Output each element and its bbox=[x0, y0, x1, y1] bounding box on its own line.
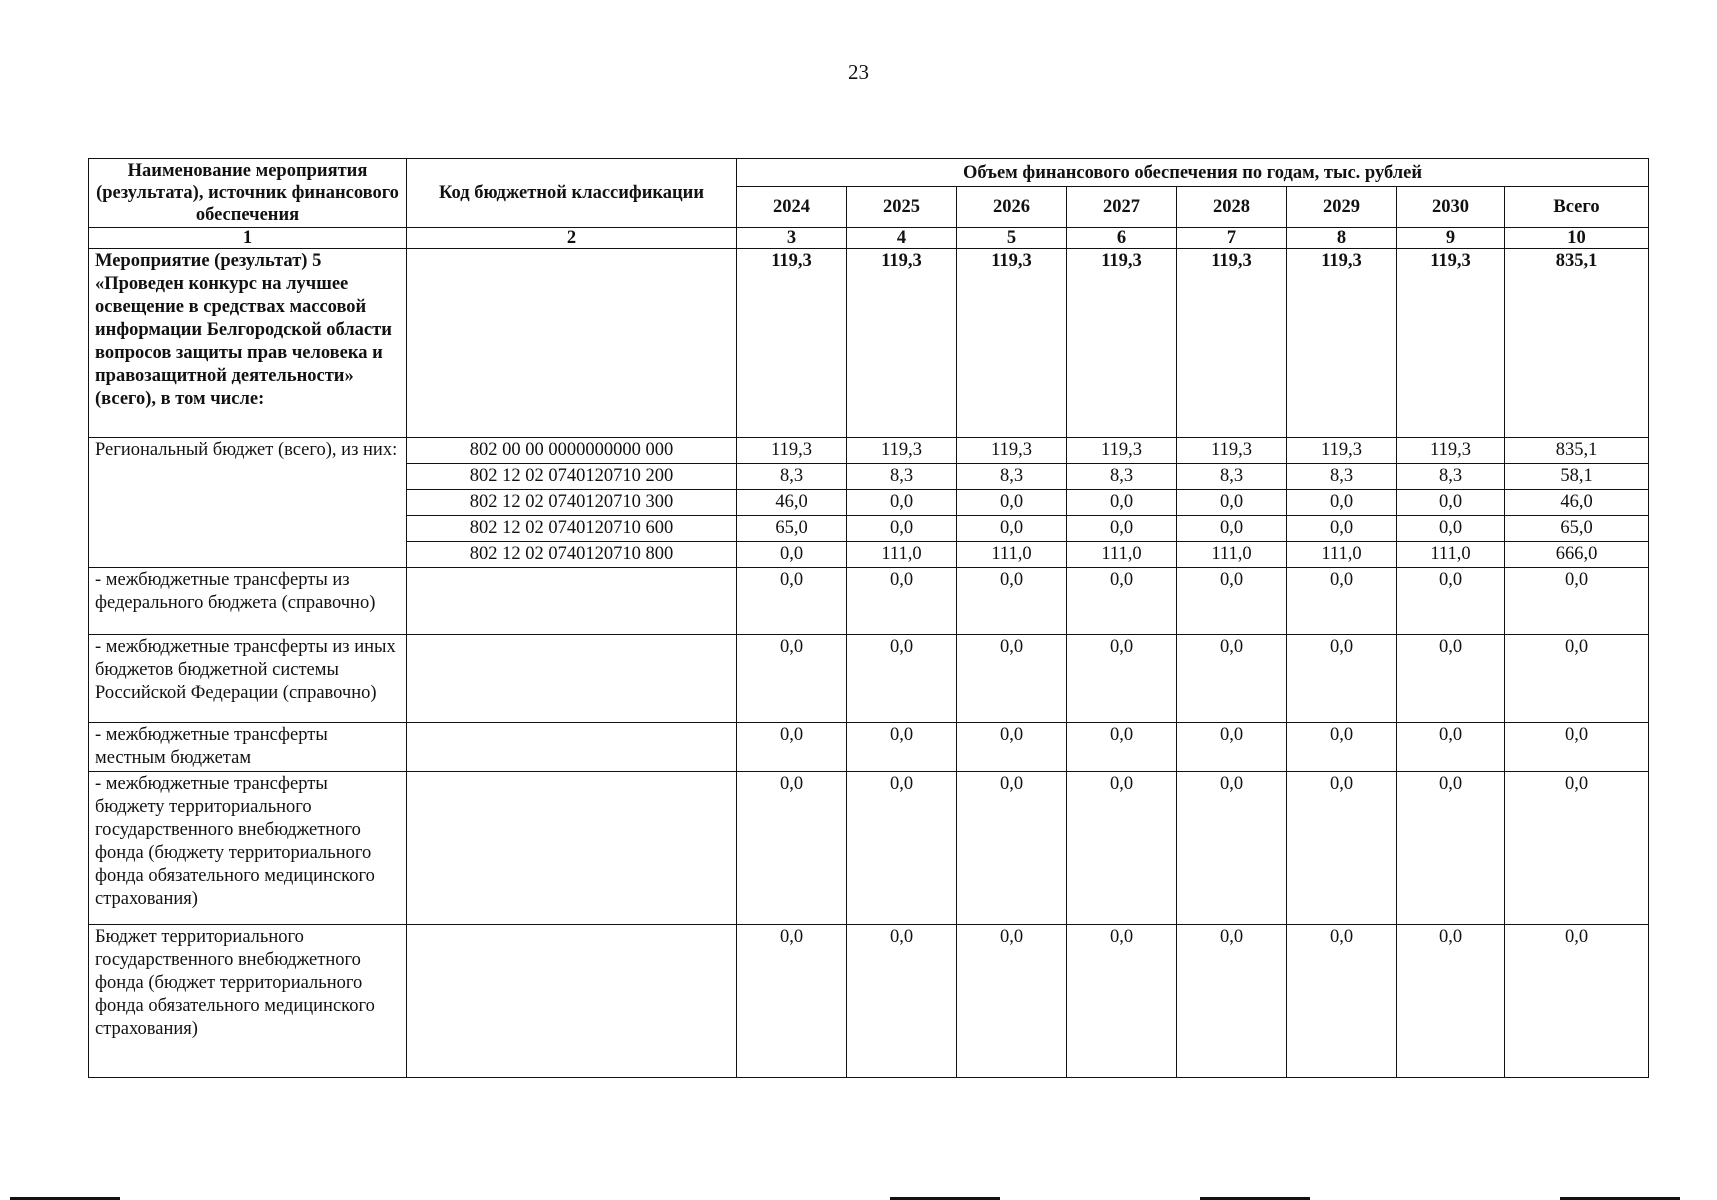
value-cell: 0,0 bbox=[1177, 772, 1287, 925]
value-cell: 0,0 bbox=[847, 635, 957, 723]
total-cell: 835,1 bbox=[1505, 249, 1649, 438]
value-cell: 0,0 bbox=[1067, 490, 1177, 516]
total-cell: 0,0 bbox=[1505, 772, 1649, 925]
column-number: 1 bbox=[89, 228, 407, 249]
header-volume-cell: Объем финансового обеспечения по годам, тыс. рублей bbox=[737, 159, 1649, 187]
regional-budget-row bbox=[89, 438, 1649, 464]
row-code bbox=[407, 568, 737, 635]
event-total-row bbox=[89, 249, 1649, 438]
value-cell: 0,0 bbox=[737, 568, 847, 635]
column-number: 6 bbox=[1067, 228, 1177, 249]
value-cell: 0,0 bbox=[737, 635, 847, 723]
value-cell: 111,0 bbox=[957, 542, 1067, 568]
financing-table bbox=[88, 158, 1649, 1078]
column-number: 9 bbox=[1397, 228, 1505, 249]
value-cell: 8,3 bbox=[1287, 464, 1397, 490]
value-cell: 0,0 bbox=[1177, 490, 1287, 516]
value-cell: 0,0 bbox=[1397, 490, 1505, 516]
row-code bbox=[407, 925, 737, 1078]
value-cell: 8,3 bbox=[847, 464, 957, 490]
column-numbers-row bbox=[89, 228, 1649, 249]
row-code: 802 12 02 0740120710 200 bbox=[407, 464, 737, 490]
value-cell: 0,0 bbox=[1397, 925, 1505, 1078]
federal-transfers-row bbox=[89, 568, 1649, 635]
value-cell: 119,3 bbox=[1177, 438, 1287, 464]
value-cell: 8,3 bbox=[1067, 464, 1177, 490]
value-cell: 111,0 bbox=[1397, 542, 1505, 568]
value-cell: 8,3 bbox=[957, 464, 1067, 490]
value-cell: 0,0 bbox=[957, 516, 1067, 542]
value-cell: 0,0 bbox=[847, 723, 957, 772]
row-name: - межбюджетные трансферты из иных бюджетов бюджетной системы Российской Федерации (справочно) bbox=[89, 635, 407, 723]
value-cell: 111,0 bbox=[1067, 542, 1177, 568]
value-cell: 119,3 bbox=[847, 438, 957, 464]
column-number: 5 bbox=[957, 228, 1067, 249]
value-cell: 65,0 bbox=[737, 516, 847, 542]
value-cell: 8,3 bbox=[737, 464, 847, 490]
value-cell: 0,0 bbox=[1067, 516, 1177, 542]
total-cell: 0,0 bbox=[1505, 568, 1649, 635]
year-2026-header: 2026 bbox=[957, 187, 1067, 228]
value-cell: 119,3 bbox=[1397, 438, 1505, 464]
value-cell: 119,3 bbox=[737, 249, 847, 438]
total-cell: 46,0 bbox=[1505, 490, 1649, 516]
row-code: 802 12 02 0740120710 300 bbox=[407, 490, 737, 516]
header-code-cell: Код бюджетной классификации bbox=[407, 159, 737, 228]
value-cell: 119,3 bbox=[1287, 249, 1397, 438]
value-cell: 119,3 bbox=[957, 438, 1067, 464]
page-number: 23 bbox=[848, 60, 869, 84]
value-cell: 0,0 bbox=[1397, 635, 1505, 723]
row-name: - межбюджетные трансферты бюджету территориального государственного внебюджетного фонда (бюджету территориального фонда обязательного медицинского страхования) bbox=[89, 772, 407, 925]
year-2028-header: 2028 bbox=[1177, 187, 1287, 228]
row-name: Мероприятие (результат) 5 «Проведен конкурс на лучшее освещение в средствах массовой информации Белгородской области вопросов защиты прав человека и правозащитной деятельности» (всего), в том числе: bbox=[89, 249, 407, 438]
value-cell: 0,0 bbox=[1067, 568, 1177, 635]
value-cell: 0,0 bbox=[1287, 568, 1397, 635]
value-cell: 0,0 bbox=[847, 568, 957, 635]
year-2027-header: 2027 bbox=[1067, 187, 1177, 228]
value-cell: 0,0 bbox=[1287, 723, 1397, 772]
total-header: Всего bbox=[1505, 187, 1649, 228]
value-cell: 0,0 bbox=[847, 772, 957, 925]
value-cell: 0,0 bbox=[1397, 723, 1505, 772]
row-name: Региональный бюджет (всего), из них: bbox=[89, 438, 407, 568]
total-cell: 0,0 bbox=[1505, 723, 1649, 772]
year-2029-header: 2029 bbox=[1287, 187, 1397, 228]
value-cell: 0,0 bbox=[847, 925, 957, 1078]
value-cell: 0,0 bbox=[957, 635, 1067, 723]
fund-budget-row bbox=[89, 925, 1649, 1078]
row-code: 802 12 02 0740120710 800 bbox=[407, 542, 737, 568]
value-cell: 0,0 bbox=[1177, 516, 1287, 542]
value-cell: 119,3 bbox=[1397, 249, 1505, 438]
value-cell: 111,0 bbox=[1287, 542, 1397, 568]
total-cell: 835,1 bbox=[1505, 438, 1649, 464]
value-cell: 111,0 bbox=[1177, 542, 1287, 568]
value-cell: 0,0 bbox=[957, 568, 1067, 635]
value-cell: 0,0 bbox=[737, 723, 847, 772]
value-cell: 0,0 bbox=[1287, 635, 1397, 723]
total-cell: 65,0 bbox=[1505, 516, 1649, 542]
column-number: 3 bbox=[737, 228, 847, 249]
value-cell: 0,0 bbox=[1287, 490, 1397, 516]
value-cell: 0,0 bbox=[1397, 568, 1505, 635]
value-cell: 119,3 bbox=[1067, 249, 1177, 438]
value-cell: 0,0 bbox=[957, 925, 1067, 1078]
row-name: - межбюджетные трансферты из федерального бюджета (справочно) bbox=[89, 568, 407, 635]
value-cell: 119,3 bbox=[737, 438, 847, 464]
value-cell: 0,0 bbox=[737, 542, 847, 568]
value-cell: 0,0 bbox=[847, 516, 957, 542]
header-row bbox=[89, 159, 1649, 187]
value-cell: 8,3 bbox=[1177, 464, 1287, 490]
value-cell: 0,0 bbox=[1067, 925, 1177, 1078]
value-cell: 0,0 bbox=[957, 772, 1067, 925]
row-code bbox=[407, 772, 737, 925]
value-cell: 119,3 bbox=[957, 249, 1067, 438]
value-cell: 0,0 bbox=[737, 925, 847, 1078]
year-2024-header: 2024 bbox=[737, 187, 847, 228]
year-2030-header: 2030 bbox=[1397, 187, 1505, 228]
value-cell: 0,0 bbox=[1067, 772, 1177, 925]
value-cell: 0,0 bbox=[737, 772, 847, 925]
total-cell: 0,0 bbox=[1505, 635, 1649, 723]
value-cell: 0,0 bbox=[1287, 516, 1397, 542]
value-cell: 0,0 bbox=[1067, 723, 1177, 772]
value-cell: 0,0 bbox=[847, 490, 957, 516]
column-number: 4 bbox=[847, 228, 957, 249]
row-code: 802 00 00 0000000000 000 bbox=[407, 438, 737, 464]
row-code bbox=[407, 635, 737, 723]
total-cell: 58,1 bbox=[1505, 464, 1649, 490]
value-cell: 0,0 bbox=[1177, 723, 1287, 772]
other-budgets-transfers-row bbox=[89, 635, 1649, 723]
year-2025-header: 2025 bbox=[847, 187, 957, 228]
value-cell: 0,0 bbox=[1287, 772, 1397, 925]
value-cell: 0,0 bbox=[957, 723, 1067, 772]
value-cell: 119,3 bbox=[847, 249, 957, 438]
value-cell: 0,0 bbox=[1177, 925, 1287, 1078]
value-cell: 0,0 bbox=[957, 490, 1067, 516]
header-name-cell: Наименование мероприятия (результата), источник финансового обеспечения bbox=[89, 159, 407, 228]
column-number: 10 bbox=[1505, 228, 1649, 249]
value-cell: 119,3 bbox=[1067, 438, 1177, 464]
row-code: 802 12 02 0740120710 600 bbox=[407, 516, 737, 542]
column-number: 2 bbox=[407, 228, 737, 249]
row-code bbox=[407, 723, 737, 772]
value-cell: 0,0 bbox=[1287, 925, 1397, 1078]
value-cell: 0,0 bbox=[1397, 772, 1505, 925]
total-cell: 666,0 bbox=[1505, 542, 1649, 568]
value-cell: 8,3 bbox=[1397, 464, 1505, 490]
row-code bbox=[407, 249, 737, 438]
value-cell: 46,0 bbox=[737, 490, 847, 516]
fund-transfers-row bbox=[89, 772, 1649, 925]
row-name: - межбюджетные трансферты местным бюджетам bbox=[89, 723, 407, 772]
value-cell: 0,0 bbox=[1177, 568, 1287, 635]
value-cell: 119,3 bbox=[1287, 438, 1397, 464]
total-cell: 0,0 bbox=[1505, 925, 1649, 1078]
value-cell: 111,0 bbox=[847, 542, 957, 568]
column-number: 7 bbox=[1177, 228, 1287, 249]
column-number: 8 bbox=[1287, 228, 1397, 249]
value-cell: 0,0 bbox=[1397, 516, 1505, 542]
value-cell: 0,0 bbox=[1177, 635, 1287, 723]
value-cell: 0,0 bbox=[1067, 635, 1177, 723]
value-cell: 119,3 bbox=[1177, 249, 1287, 438]
row-name: Бюджет территориального государственного внебюджетного фонда (бюджет территориального фонда обязательного медицинского страхования) bbox=[89, 925, 407, 1078]
local-transfers-row bbox=[89, 723, 1649, 772]
